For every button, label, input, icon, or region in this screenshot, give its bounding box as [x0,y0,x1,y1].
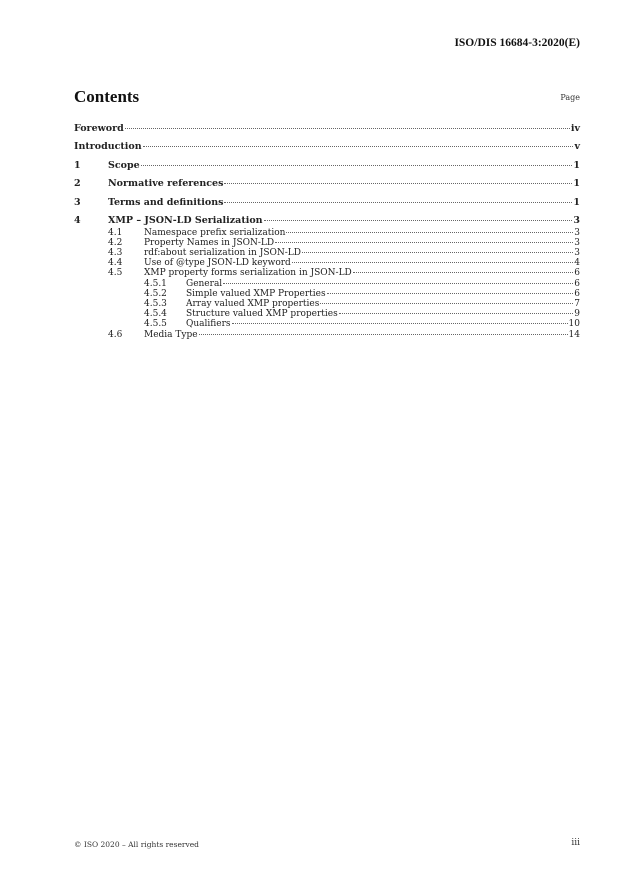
toc-entry-label: Array valued XMP properties [186,299,320,309]
dot-leader [353,272,574,273]
toc-entry-page: 4 [574,258,580,268]
page-number: iii [571,838,580,848]
toc-entry-label: Media Type [144,330,198,340]
toc-entry-4-5-3[interactable] [144,299,580,309]
dot-leader [143,146,574,147]
toc-entry-4-1[interactable] [108,228,580,238]
toc-entry-4-5-1[interactable] [144,279,580,289]
toc-entry-label: Foreword [74,123,124,134]
toc-entry-normative-references[interactable] [74,178,580,189]
toc-entry-4-5-2[interactable] [144,289,580,299]
toc-entry-label: Introduction [74,141,142,152]
dot-leader [339,313,574,314]
toc-entry-label: Scope [108,160,140,171]
toc-entry-4-6[interactable] [108,330,580,340]
toc-entry-label: rdf:about serialization in JSON-LD [144,248,301,258]
toc-entry-page: 6 [574,268,580,278]
copyright-notice: © ISO 2020 – All rights reserved [74,840,199,849]
dot-leader [264,220,573,221]
toc-entry-page: 10 [568,319,580,329]
toc-entry-4-3[interactable] [108,248,580,258]
toc-entry-number: 4.3 [108,248,123,258]
toc-entry-label: Normative references [108,178,224,189]
toc-entry-number: 4.5.5 [144,319,167,329]
toc-entry-introduction[interactable] [74,141,580,152]
toc-entry-4-5-5[interactable] [144,319,580,329]
toc-entry-label: Simple valued XMP Properties [186,289,326,299]
toc-entry-number: 4.5.2 [144,289,167,299]
toc-entry-4-2[interactable] [108,238,580,248]
dot-leader [327,293,574,294]
toc-entry-page: 14 [568,330,580,340]
toc-entry-4-5[interactable] [108,268,580,278]
toc-entry-terms-and-definitions[interactable] [74,197,580,208]
toc-entry-page: 6 [574,289,580,299]
toc-entry-number: 1 [74,160,81,171]
toc-entry-number: 4.1 [108,228,123,238]
toc-entry-number: 4.5 [108,268,123,278]
dot-leader [275,242,573,243]
toc-entry-xmp-json-ld-serialization[interactable] [74,215,580,226]
toc-entry-4-4[interactable] [108,258,580,268]
toc-entry-label: General [186,279,223,289]
dot-leader [286,232,573,233]
toc-entry-page: 3 [574,248,580,258]
toc-entry-label: Structure valued XMP properties [186,309,338,319]
toc-entry-number: 3 [74,197,81,208]
contents-title: Contents [74,87,140,106]
toc-entry-label: XMP property forms serialization in JSON-LD [144,268,352,278]
dot-leader [224,183,572,184]
toc-entry-label: Terms and definitions [108,197,224,208]
toc-entry-page: iv [570,123,580,134]
toc-entry-label: Namespace prefix serialization [144,228,286,238]
toc-entry-page: 3 [574,228,580,238]
toc-entry-page: 1 [573,197,580,208]
dot-leader [199,334,568,335]
toc-entry-page: 7 [574,299,580,309]
toc-entry-number: 4.5.1 [144,279,167,289]
toc-entry-number: 4.5.4 [144,309,167,319]
toc-entry-label: XMP – JSON-LD Serialization [108,215,263,226]
dot-leader [292,262,573,263]
title-row [74,87,580,109]
toc-entry-page: 1 [573,178,580,189]
toc-entry-number: 4.5.3 [144,299,167,309]
dot-leader [320,303,573,304]
toc-entry-label: Property Names in JSON-LD [144,238,275,248]
toc-entry-page: 3 [574,238,580,248]
toc-entry-number: 4.4 [108,258,123,268]
toc-entry-number: 4.6 [108,330,123,340]
page-column-label: Page [560,93,580,102]
toc-entry-number: 4.2 [108,238,123,248]
dot-leader [223,283,573,284]
toc-entry-page: 6 [574,279,580,289]
toc-entry-label: Use of @type JSON-LD keyword [144,258,291,268]
dot-leader [125,128,570,129]
toc-entry-page: v [574,141,580,152]
dot-leader [224,202,572,203]
toc-entry-page: 1 [573,160,580,171]
standard-header: ISO/DIS 16684-3:2020(E) [454,37,580,49]
toc-entry-number: 2 [74,178,81,189]
dot-leader [232,323,568,324]
dot-leader [302,252,573,253]
toc-entry-foreword[interactable] [74,123,580,134]
toc-entry-page: 9 [574,309,580,319]
toc-entry-scope[interactable] [74,160,580,171]
toc-entry-page: 3 [573,215,580,226]
toc-entry-number: 4 [74,215,81,226]
toc-entry-4-5-4[interactable] [144,309,580,319]
toc-entry-label: Qualifiers [186,319,231,329]
dot-leader [141,165,573,166]
